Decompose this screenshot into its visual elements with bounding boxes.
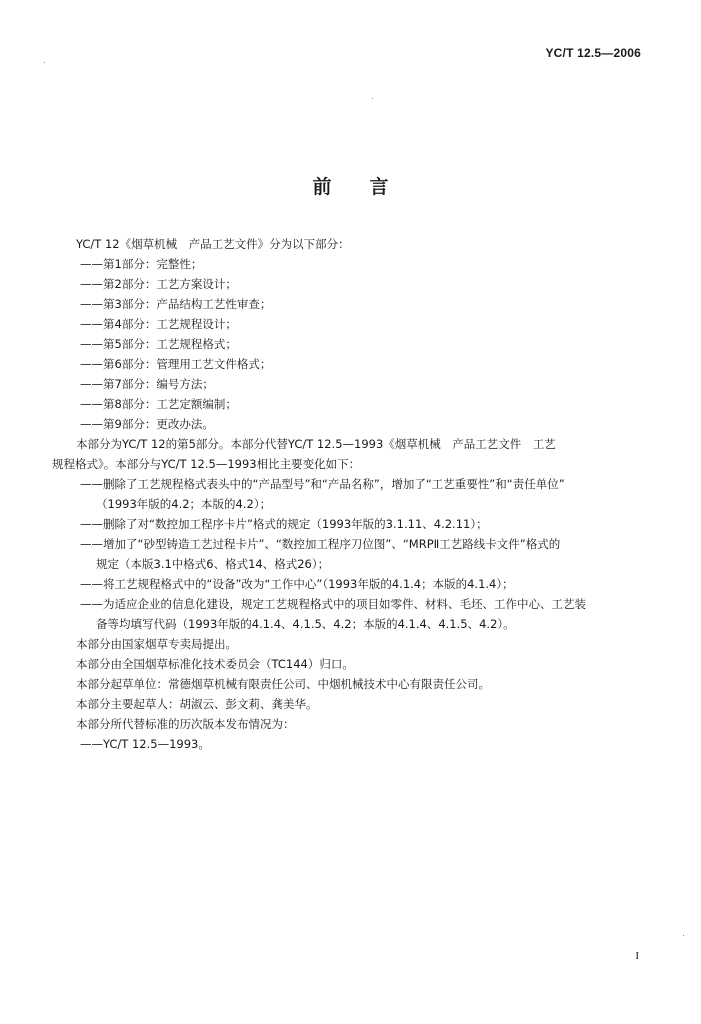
- page-title: 前言: [312, 176, 427, 198]
- part-list-item: ——第8部分：工艺定额编制；: [80, 397, 237, 411]
- part-list-item: ——第6部分：管理用工艺文件格式；: [80, 357, 272, 371]
- scan-speck: [372, 98, 373, 99]
- change-item: ——增加了“砂型铸造工艺过程卡片”、“数控加工程序刀位图”、“MRPⅡ工艺路线卡文件”格式的: [80, 537, 561, 551]
- change-item-cont: 规定（本版3.1中格式6、格式14、格式26）；: [96, 557, 330, 571]
- part-list-item: ——第1部分：完整性；: [80, 257, 203, 271]
- page-number: I: [635, 950, 639, 962]
- change-item-cont: （1993年版的4.2；本版的4.2）；: [96, 497, 272, 511]
- change-item-cont: 备等均填写代码（1993年版的4.1.4、4.1.5、4.2；本版的4.1.4、4.1.5、4.2）。: [96, 617, 515, 631]
- part-list-item: ——第3部分：产品结构工艺性审查；: [80, 297, 272, 311]
- change-item: ——删除了对“数控加工程序卡片”格式的规定（1993年版的3.1.11、4.2.11）；: [80, 517, 488, 531]
- change-item: ——将工艺规程格式中的“设备”改为“工作中心”（1993年版的4.1.4；本版的4.1.4）；: [80, 577, 514, 591]
- scan-speck: [683, 935, 684, 936]
- scan-speck: [44, 62, 45, 63]
- history-intro: 本部分所代替标准的历次版本发布情况为：: [76, 717, 295, 731]
- change-item: ——为适应企业的信息化建设，规定工艺规程格式中的项目如零件、材料、毛坯、工作中心、工艺装: [80, 597, 586, 611]
- part-list-item: ——第7部分：编号方法；: [80, 377, 214, 391]
- main-drafters: 本部分主要起草人：胡淑云、彭文莉、龚美华。: [76, 697, 318, 711]
- proposed-by: 本部分由国家烟草专卖局提出。: [76, 637, 237, 651]
- part-list-item: ——第9部分：更改办法。: [80, 417, 214, 431]
- centralized-by: 本部分由全国烟草标准化技术委员会（TC144）归口。: [76, 657, 354, 671]
- part-list-item: ——第5部分：工艺规程格式；: [80, 337, 237, 351]
- change-item: ——删除了工艺规程格式表头中的“产品型号”和“产品名称”，增加了“工艺重要性”和“责任单位”: [80, 477, 565, 491]
- standard-number: YC/T 12.5—2006: [545, 46, 641, 60]
- foreword-body: [52, 234, 644, 754]
- part-list-item: ——第2部分：工艺方案设计；: [80, 277, 237, 291]
- drafting-units: 本部分起草单位：常德烟草机械有限责任公司、中烟机械技术中心有限责任公司。: [76, 677, 490, 691]
- intro-paragraph: YC/T 12《烟草机械 产品工艺文件》分为以下部分：: [76, 237, 350, 251]
- replacement-paragraph: 本部分为YC/T 12的第5部分。本部分代替YC/T 12.5—1993《烟草机械 产品工艺文件 工艺: [76, 437, 556, 451]
- replacement-paragraph-cont: 规程格式》。本部分与YC/T 12.5—1993相比主要变化如下：: [52, 457, 361, 471]
- part-list-item: ——第4部分：工艺规程设计；: [80, 317, 237, 331]
- history-item: ——YC/T 12.5—1993。: [80, 737, 210, 751]
